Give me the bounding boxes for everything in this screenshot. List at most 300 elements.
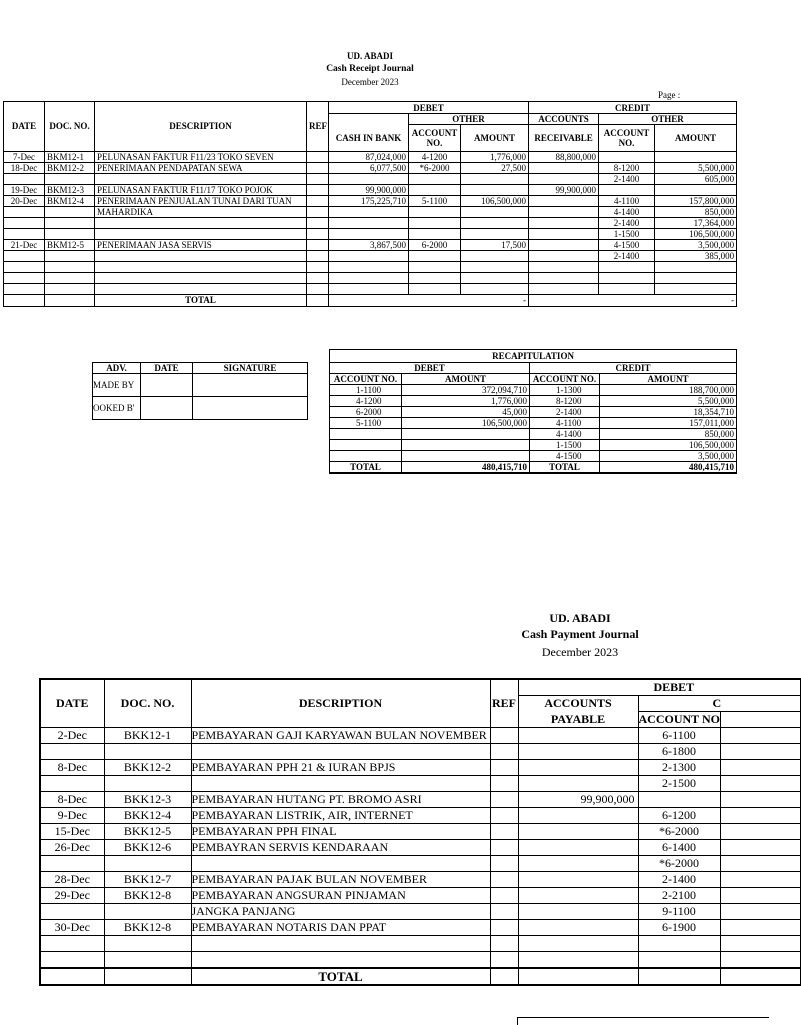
receipt-cell <box>4 206 45 217</box>
receipt-cell <box>4 173 45 184</box>
receipt-cell <box>409 261 461 272</box>
receipt-cell: 385,000 <box>655 250 737 261</box>
payment-cell: PEMBAYARAN NOTARIS DAN PPAT <box>191 920 490 936</box>
receipt-cell <box>45 250 95 261</box>
col-credit-amount: AMOUNT <box>655 125 737 152</box>
next-table-fragment <box>517 1017 769 1025</box>
payment-journal-table <box>39 678 801 986</box>
receipt-cell: 2-1400 <box>599 250 655 261</box>
receipt-cell: 1-1500 <box>599 228 655 239</box>
receipt-cell <box>45 283 95 294</box>
payment-cell: *6-2000 <box>638 856 720 872</box>
receipt-cell <box>599 151 655 162</box>
payment-row <box>40 952 800 969</box>
receipt-cell <box>529 228 599 239</box>
payment-cell: 6-1800 <box>638 744 720 760</box>
receipt-cell <box>45 217 95 228</box>
payment-cell <box>191 776 490 792</box>
col-date: DATE <box>4 102 45 152</box>
receipt-cell <box>307 173 329 184</box>
payment-cell <box>518 936 638 952</box>
receipt-row <box>4 184 737 195</box>
receipt-cell <box>461 228 529 239</box>
receipt-cell: MAHARDIKA <box>95 206 307 217</box>
receipt-cell: PELUNASAN FAKTUR F11/23 TOKO SEVEN <box>95 151 307 162</box>
payment-cell: PEMBAYARAN PPH FINAL <box>191 824 490 840</box>
receipt-cell <box>4 217 45 228</box>
receipt-cell: 106,500,000 <box>461 195 529 206</box>
receipt-cell <box>307 162 329 173</box>
payment-cell: 29-Dec <box>40 888 104 904</box>
payment-row <box>40 936 800 952</box>
payment-cell: 2-1400 <box>638 872 720 888</box>
recap-cell <box>402 440 530 451</box>
receipt-cell <box>529 195 599 206</box>
receipt-cell <box>599 261 655 272</box>
receipt-cell <box>307 239 329 250</box>
col-receivable: RECEIVABLE <box>529 125 599 152</box>
receipt-cell <box>655 283 737 294</box>
recap-cell: 2-1400 <box>530 407 600 418</box>
receipt-row <box>4 239 737 250</box>
receipt-cell <box>4 228 45 239</box>
payment-cell: BKK12-8 <box>104 920 191 936</box>
receipt-cell <box>307 217 329 228</box>
receipt-cell: 3,867,500 <box>329 239 409 250</box>
recap-row <box>330 407 737 418</box>
receipt-cell: 17,500 <box>461 239 529 250</box>
receipt-cell <box>655 272 737 283</box>
col-credit-other: OTHER <box>599 114 737 125</box>
payment-cell: 2-Dec <box>40 728 104 744</box>
payment-cell <box>490 760 518 776</box>
recap-cell: 157,011,000 <box>600 418 737 429</box>
receipt-cell <box>529 239 599 250</box>
recap-cell: 106,500,000 <box>402 418 530 429</box>
col-description: DESCRIPTION <box>95 102 307 152</box>
payment-cell: PEMBAYRAN SERVIS KENDARAAN <box>191 840 490 856</box>
receipt-cell: 3,500,000 <box>655 239 737 250</box>
payment-company: UD. ABADI <box>549 611 611 625</box>
receipt-cell <box>599 184 655 195</box>
receipt-cell <box>409 250 461 261</box>
receipt-row <box>4 162 737 173</box>
payment-row <box>40 840 800 856</box>
payment-cell: BKK12-5 <box>104 824 191 840</box>
recap-cell: 8-1200 <box>530 396 600 407</box>
payment-cell <box>40 904 104 920</box>
payment-cell: PEMBAYARAN GAJI KARYAWAN BULAN NOVEMBER <box>191 728 490 744</box>
payment-cell <box>490 792 518 808</box>
receipt-cell <box>409 217 461 228</box>
sig-col-adv: ADV. <box>93 363 141 374</box>
payment-cell <box>518 952 638 969</box>
recap-total-label: TOTAL <box>330 462 402 474</box>
receipt-cell: BKM12-3 <box>45 184 95 195</box>
payment-cell <box>490 920 518 936</box>
receipt-total-debet: - <box>329 294 529 306</box>
receipt-cell <box>529 250 599 261</box>
receipt-cell: 5-1100 <box>409 195 461 206</box>
payment-cell: BKK12-3 <box>104 792 191 808</box>
receipt-cell <box>409 206 461 217</box>
receipt-cell: 8-1200 <box>599 162 655 173</box>
recap-cell: 4-1200 <box>330 396 402 407</box>
recap-cell: 5-1100 <box>330 418 402 429</box>
recap-cell: 4-1400 <box>530 429 600 440</box>
receipt-total-credit: - <box>529 294 737 306</box>
sig-booked-by: OOKED B' <box>93 397 141 420</box>
payment-cell <box>518 776 638 792</box>
receipt-cell <box>307 261 329 272</box>
payment-cell: 8-Dec <box>40 760 104 776</box>
receipt-cell <box>529 283 599 294</box>
payment-cell <box>490 856 518 872</box>
payment-cell <box>518 856 638 872</box>
payment-row <box>40 856 800 872</box>
receipt-cell <box>529 261 599 272</box>
payment-cell: *6-2000 <box>638 824 720 840</box>
recap-credit-amount: AMOUNT <box>600 374 737 385</box>
receipt-cell <box>461 261 529 272</box>
receipt-cell <box>461 283 529 294</box>
recap-cell: 372,094,710 <box>402 385 530 396</box>
payment-row <box>40 808 800 824</box>
receipt-cell <box>529 162 599 173</box>
payment-cell: 2-1300 <box>638 760 720 776</box>
payment-cell <box>638 792 720 808</box>
receipt-cell: 87,024,000 <box>329 151 409 162</box>
recap-cell: 4-1500 <box>530 451 600 462</box>
payment-cell <box>490 808 518 824</box>
receipt-cell: *6-2000 <box>409 162 461 173</box>
receipt-cell <box>95 173 307 184</box>
receipt-row <box>4 261 737 272</box>
payment-cell <box>40 856 104 872</box>
payment-cell <box>104 856 191 872</box>
recap-row <box>330 451 737 462</box>
payment-cell: 2-2100 <box>638 888 720 904</box>
receipt-cell <box>95 283 307 294</box>
receipt-cell <box>307 250 329 261</box>
payment-cell: 6-1100 <box>638 728 720 744</box>
pj-col-accounts: ACCOUNTS <box>518 696 638 712</box>
payment-cell: 6-1400 <box>638 840 720 856</box>
recap-total-debet: 480,415,710 <box>402 462 530 474</box>
receipt-cell: 4-1200 <box>409 151 461 162</box>
payment-cell <box>518 760 638 776</box>
receipt-cell: 21-Dec <box>4 239 45 250</box>
recap-cell <box>402 451 530 462</box>
payment-cell <box>638 952 720 969</box>
recap-cell: 18,354,710 <box>600 407 737 418</box>
payment-cell: 9-1100 <box>638 904 720 920</box>
col-doc: DOC. NO. <box>45 102 95 152</box>
receipt-cell <box>45 272 95 283</box>
receipt-row <box>4 272 737 283</box>
col-debet-account-no: ACCOUNT NO. <box>409 125 461 152</box>
payment-cell <box>518 728 638 744</box>
receipt-cell <box>307 283 329 294</box>
payment-row <box>40 824 800 840</box>
receipt-cell: 20-Dec <box>4 195 45 206</box>
recap-cell: 1-1100 <box>330 385 402 396</box>
payment-cell <box>191 936 490 952</box>
payment-cell: 99,900,000 <box>518 792 638 808</box>
payment-cell: BKK12-6 <box>104 840 191 856</box>
receipt-cell <box>329 261 409 272</box>
recap-row <box>330 396 737 407</box>
payment-cell: PEMBAYARAN ANGSURAN PINJAMAN <box>191 888 490 904</box>
payment-cell <box>40 744 104 760</box>
col-cash-in-bank: CASH IN BANK <box>329 125 409 152</box>
receipt-cell: 4-1100 <box>599 195 655 206</box>
sig-made-by: MADE BY <box>93 374 141 397</box>
payment-row <box>40 728 800 744</box>
receipt-cell <box>45 261 95 272</box>
receipt-row <box>4 151 737 162</box>
payment-cell: 6-1900 <box>638 920 720 936</box>
receipt-cell <box>329 173 409 184</box>
payment-row <box>40 760 800 776</box>
recap-cell <box>330 440 402 451</box>
receipt-cell: PELUNASAN FAKTUR F11/17 TOKO POJOK <box>95 184 307 195</box>
receipt-cell <box>307 195 329 206</box>
payment-cell <box>490 872 518 888</box>
payment-row <box>40 872 800 888</box>
recap-debet-account-no: ACCOUNT NO. <box>330 374 402 385</box>
pj-total-label: TOTAL <box>191 968 490 985</box>
pj-col-account-no: ACCOUNT NO <box>638 712 720 726</box>
receipt-cell <box>4 283 45 294</box>
recap-cell: 3,500,000 <box>600 451 737 462</box>
payment-cell <box>518 888 638 904</box>
receipt-cell <box>4 261 45 272</box>
receipt-cell <box>529 217 599 228</box>
receipt-cell: 2-1400 <box>599 173 655 184</box>
payment-cell <box>518 824 638 840</box>
receipt-cell: 2-1400 <box>599 217 655 228</box>
payment-cell <box>104 904 191 920</box>
receipt-cell <box>409 184 461 195</box>
receipt-row <box>4 173 737 184</box>
receipt-cell <box>529 206 599 217</box>
receipt-cell <box>4 250 45 261</box>
receipt-row <box>4 228 737 239</box>
receipt-cell: 99,900,000 <box>529 184 599 195</box>
recap-row <box>330 418 737 429</box>
receipt-journal-table <box>3 101 737 307</box>
payment-cell <box>191 952 490 969</box>
col-accounts: ACCOUNTS <box>529 114 599 125</box>
receipt-row <box>4 195 737 206</box>
col-debet: DEBET <box>329 102 529 114</box>
receipt-cell <box>307 206 329 217</box>
recap-debet-amount: AMOUNT <box>402 374 530 385</box>
payment-cell <box>518 840 638 856</box>
receipt-cell: 7-Dec <box>4 151 45 162</box>
sig-col-date: DATE <box>141 363 193 374</box>
payment-cell <box>40 952 104 969</box>
payment-cell <box>490 776 518 792</box>
receipt-cell: BKM12-5 <box>45 239 95 250</box>
col-debet-other: OTHER <box>409 114 529 125</box>
receipt-cell <box>329 217 409 228</box>
payment-period: December 2023 <box>541 645 619 659</box>
col-debet-amount: AMOUNT <box>461 125 529 152</box>
payment-cell: BKK12-8 <box>104 888 191 904</box>
receipt-cell: 17,364,000 <box>655 217 737 228</box>
payment-cell <box>40 936 104 952</box>
recap-cell: 850,000 <box>600 429 737 440</box>
receipt-title: Cash Receipt Journal <box>326 64 414 74</box>
payment-cell <box>638 936 720 952</box>
recap-total-credit: 480,415,710 <box>600 462 737 474</box>
payment-cell <box>104 952 191 969</box>
payment-cell <box>191 856 490 872</box>
recap-row <box>330 440 737 451</box>
receipt-cell: PENERIMAAN PENJUALAN TUNAI DARI TUAN <box>95 195 307 206</box>
recap-cell: 6-2000 <box>330 407 402 418</box>
payment-title: Cash Payment Journal <box>521 627 639 641</box>
receipt-cell <box>599 283 655 294</box>
receipt-period: December 2023 <box>341 77 399 87</box>
receipt-cell <box>45 228 95 239</box>
receipt-cell: 27,500 <box>461 162 529 173</box>
receipt-row <box>4 206 737 217</box>
receipt-cell <box>4 272 45 283</box>
payment-cell: PEMBAYARAN PPH 21 & IURAN BPJS <box>191 760 490 776</box>
receipt-cell <box>329 228 409 239</box>
receipt-cell <box>655 184 737 195</box>
receipt-cell: 106,500,000 <box>655 228 737 239</box>
payment-row <box>40 776 800 792</box>
payment-cell <box>518 904 638 920</box>
payment-cell: 2-1500 <box>638 776 720 792</box>
col-credit: CREDIT <box>529 102 737 114</box>
payment-cell <box>40 776 104 792</box>
recap-cell: 1-1300 <box>530 385 600 396</box>
receipt-row <box>4 250 737 261</box>
payment-row <box>40 920 800 936</box>
receipt-cell: 5,500,000 <box>655 162 737 173</box>
recap-cell: 4-1100 <box>530 418 600 429</box>
payment-cell: BKK12-1 <box>104 728 191 744</box>
receipt-cell <box>329 250 409 261</box>
recap-table <box>329 349 737 474</box>
receipt-cell: 88,800,000 <box>529 151 599 162</box>
payment-cell: 9-Dec <box>40 808 104 824</box>
payment-cell: BKK12-4 <box>104 808 191 824</box>
receipt-cell: 19-Dec <box>4 184 45 195</box>
receipt-cell <box>95 261 307 272</box>
sig-col-signature: SIGNATURE <box>193 363 308 374</box>
receipt-cell <box>461 206 529 217</box>
recap-debet: DEBET <box>330 363 530 374</box>
pj-col-payable: PAYABLE <box>518 712 638 728</box>
receipt-cell <box>45 206 95 217</box>
recap-credit-account-no: ACCOUNT NO. <box>530 374 600 385</box>
payment-cell <box>490 840 518 856</box>
payment-row <box>40 792 800 808</box>
pj-col-debet: DEBET <box>518 679 800 696</box>
recap-cell: 188,700,000 <box>600 385 737 396</box>
recap-credit: CREDIT <box>530 363 737 374</box>
recap-cell: 5,500,000 <box>600 396 737 407</box>
recap-row <box>330 429 737 440</box>
receipt-cell <box>329 206 409 217</box>
receipt-cell: 1,776,000 <box>461 151 529 162</box>
receipt-cell <box>461 250 529 261</box>
receipt-cell: 6-2000 <box>409 239 461 250</box>
payment-cell <box>104 744 191 760</box>
recap-cell: 45,000 <box>402 407 530 418</box>
receipt-cell <box>307 228 329 239</box>
payment-cell <box>490 888 518 904</box>
receipt-cell <box>307 184 329 195</box>
payment-cell <box>490 904 518 920</box>
receipt-cell <box>95 250 307 261</box>
signature-table <box>92 362 308 420</box>
receipt-cell <box>461 173 529 184</box>
receipt-row <box>4 283 737 294</box>
payment-cell: PEMBAYARAN HUTANG PT. BROMO ASRI <box>191 792 490 808</box>
receipt-cell <box>461 184 529 195</box>
receipt-cell <box>409 228 461 239</box>
pj-col-date: DATE <box>40 679 104 728</box>
payment-cell: 28-Dec <box>40 872 104 888</box>
col-credit-account-no: ACCOUNT NO. <box>599 125 655 152</box>
recap-cell: 1,776,000 <box>402 396 530 407</box>
receipt-cell: 605,000 <box>655 173 737 184</box>
receipt-cell: 18-Dec <box>4 162 45 173</box>
pj-col-other-cut: C <box>638 696 800 712</box>
receipt-cell <box>307 272 329 283</box>
receipt-cell: PENERIMAAN JASA SERVIS <box>95 239 307 250</box>
receipt-cell <box>529 173 599 184</box>
receipt-cell: 157,800,000 <box>655 195 737 206</box>
payment-cell: 8-Dec <box>40 792 104 808</box>
receipt-cell <box>409 283 461 294</box>
recap-title: RECAPITULATION <box>330 350 737 363</box>
payment-cell: BKK12-2 <box>104 760 191 776</box>
receipt-row <box>4 217 737 228</box>
receipt-cell: BKM12-2 <box>45 162 95 173</box>
page-label: Page : <box>658 90 681 100</box>
receipt-cell: PENERIMAAN PENDAPATAN SEWA <box>95 162 307 173</box>
receipt-cell <box>409 272 461 283</box>
payment-row <box>40 888 800 904</box>
col-ref: REF <box>307 102 329 152</box>
payment-cell <box>104 776 191 792</box>
recap-total-label-credit: TOTAL <box>530 462 600 474</box>
payment-cell: JANGKA PANJANG <box>191 904 490 920</box>
receipt-cell <box>95 217 307 228</box>
receipt-cell: 6,077,500 <box>329 162 409 173</box>
payment-cell <box>518 808 638 824</box>
receipt-cell <box>45 173 95 184</box>
recap-cell: 106,500,000 <box>600 440 737 451</box>
pj-col-doc: DOC. NO. <box>104 679 191 728</box>
payment-cell <box>518 920 638 936</box>
recap-cell <box>402 429 530 440</box>
payment-cell: 15-Dec <box>40 824 104 840</box>
receipt-cell: 175,225,710 <box>329 195 409 206</box>
payment-cell: PEMBAYARAN PAJAK BULAN NOVEMBER <box>191 872 490 888</box>
payment-cell <box>490 824 518 840</box>
receipt-cell <box>655 261 737 272</box>
receipt-cell: BKM12-4 <box>45 195 95 206</box>
